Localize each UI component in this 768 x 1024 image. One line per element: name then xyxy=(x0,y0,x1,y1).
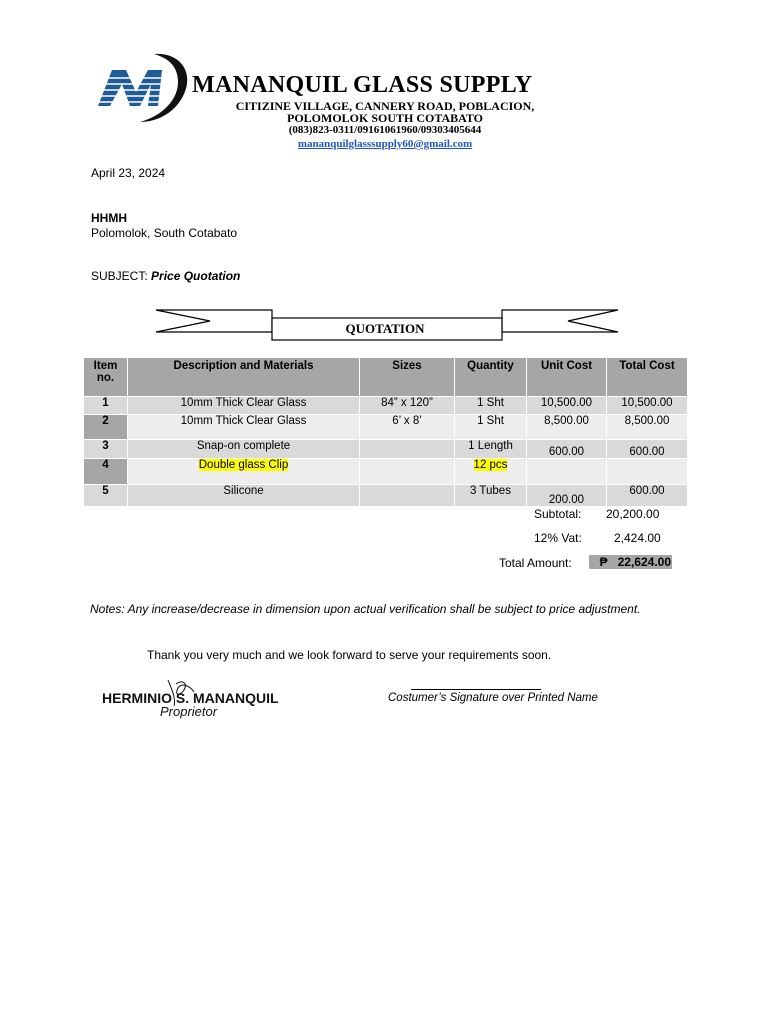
table-row xyxy=(84,415,688,440)
header-item-no: Item no. xyxy=(84,358,128,397)
letter-date: April 23, 2024 xyxy=(91,166,166,180)
description-cell: Silicone xyxy=(128,485,360,507)
total-cost-cell: 600.00 xyxy=(607,440,688,459)
description-cell: Snap-on complete xyxy=(128,440,360,459)
table-row xyxy=(84,397,688,415)
unit-cost-cell: 10,500.00 xyxy=(527,397,607,415)
quantity-cell: 1 Sht xyxy=(455,397,527,415)
item-no-cell: 2 xyxy=(84,415,128,440)
quantity-cell: 1 Sht xyxy=(455,415,527,440)
unit-cost-cell: 200.00 xyxy=(527,485,607,507)
sizes-cell: 6’ x 8’ xyxy=(360,415,455,440)
thank-you-text: Thank you very much and we look forward to serve your requirements soon. xyxy=(147,648,552,662)
total-amount-label: Total Amount: xyxy=(499,556,572,570)
header-total-cost: Total Cost xyxy=(607,358,688,397)
svg-text:HERMINIO S. MANANQUIL: HERMINIO S. MANANQUIL xyxy=(102,690,279,706)
company-name: MANANQUIL GLASS SUPPLY xyxy=(192,72,533,98)
vat-label: 12% Vat: xyxy=(534,531,582,545)
quantity-cell: 3 Tubes xyxy=(455,485,527,507)
phone-numbers: (083)823-0311/09161061960/09303405644 xyxy=(288,124,482,136)
description-cell: 10mm Thick Clear Glass xyxy=(128,415,360,440)
item-no-cell: 4 xyxy=(84,459,128,485)
quantity-cell xyxy=(455,459,527,485)
total-cost-cell xyxy=(607,459,688,485)
quotation-table xyxy=(83,357,688,507)
address-line-2: POLOMOLOK SOUTH COTABATO xyxy=(286,111,484,125)
quantity-highlight: 12 pcs xyxy=(473,459,508,471)
header-sizes: Sizes xyxy=(360,358,455,397)
total-cost-cell: 10,500.00 xyxy=(607,397,688,415)
item-no-cell: 5 xyxy=(84,485,128,507)
sizes-cell: 84” x 120” xyxy=(360,397,455,415)
sizes-cell xyxy=(360,440,455,459)
svg-text:Proprietor: Proprietor xyxy=(160,704,218,719)
total-cost-cell: 8,500.00 xyxy=(607,415,688,440)
unit-cost-cell: 8,500.00 xyxy=(527,415,607,440)
unit-cost-cell: 600.00 xyxy=(527,440,607,459)
subject-value: Price Quotation xyxy=(151,269,241,283)
customer-signature-line xyxy=(411,689,541,690)
client-name: HHMH xyxy=(91,211,127,225)
subtotal-label: Subtotal: xyxy=(534,507,582,521)
email-link[interactable]: mananquilglasssupply60@gmail.com xyxy=(297,138,473,150)
total-amount-value: ₱ 22,624.00 xyxy=(589,555,672,569)
description-highlight: Double glass Clip xyxy=(198,459,289,471)
subtotal-value: 20,200.00 xyxy=(606,507,660,521)
item-no-cell: 1 xyxy=(84,397,128,415)
vat-value: 2,424.00 xyxy=(614,531,661,545)
customer-signature-label: Costumer’s Signature over Printed Name xyxy=(388,692,598,704)
table-row xyxy=(84,485,688,507)
header-description: Description and Materials xyxy=(128,358,360,397)
header-unit-cost: Unit Cost xyxy=(527,358,607,397)
address-line-1: CITIZINE VILLAGE, CANNERY ROAD, POBLACION, xyxy=(235,99,535,113)
item-no-cell: 3 xyxy=(84,440,128,459)
sizes-cell xyxy=(360,485,455,507)
table-row xyxy=(84,440,688,459)
total-cost-cell: 600.00 xyxy=(607,485,688,507)
sizes-cell xyxy=(360,459,455,485)
subject-label: SUBJECT: xyxy=(91,269,152,283)
proprietor-signature xyxy=(98,676,288,720)
description-cell: 10mm Thick Clear Glass xyxy=(128,397,360,415)
header-quantity: Quantity xyxy=(455,358,527,397)
notes-text: Notes: Any increase/decrease in dimension upon actual verification shall be subject to price adjustment. xyxy=(90,602,641,616)
client-location: Polomolok, South Cotabato xyxy=(91,226,238,240)
table-row xyxy=(84,459,688,485)
company-logo xyxy=(96,50,192,124)
subject-line xyxy=(91,269,240,283)
quantity-cell: 1 Length xyxy=(455,440,527,459)
description-cell xyxy=(128,459,360,485)
table-header-row xyxy=(84,358,688,397)
unit-cost-cell xyxy=(527,459,607,485)
quotation-title: QUOTATION xyxy=(345,321,425,336)
